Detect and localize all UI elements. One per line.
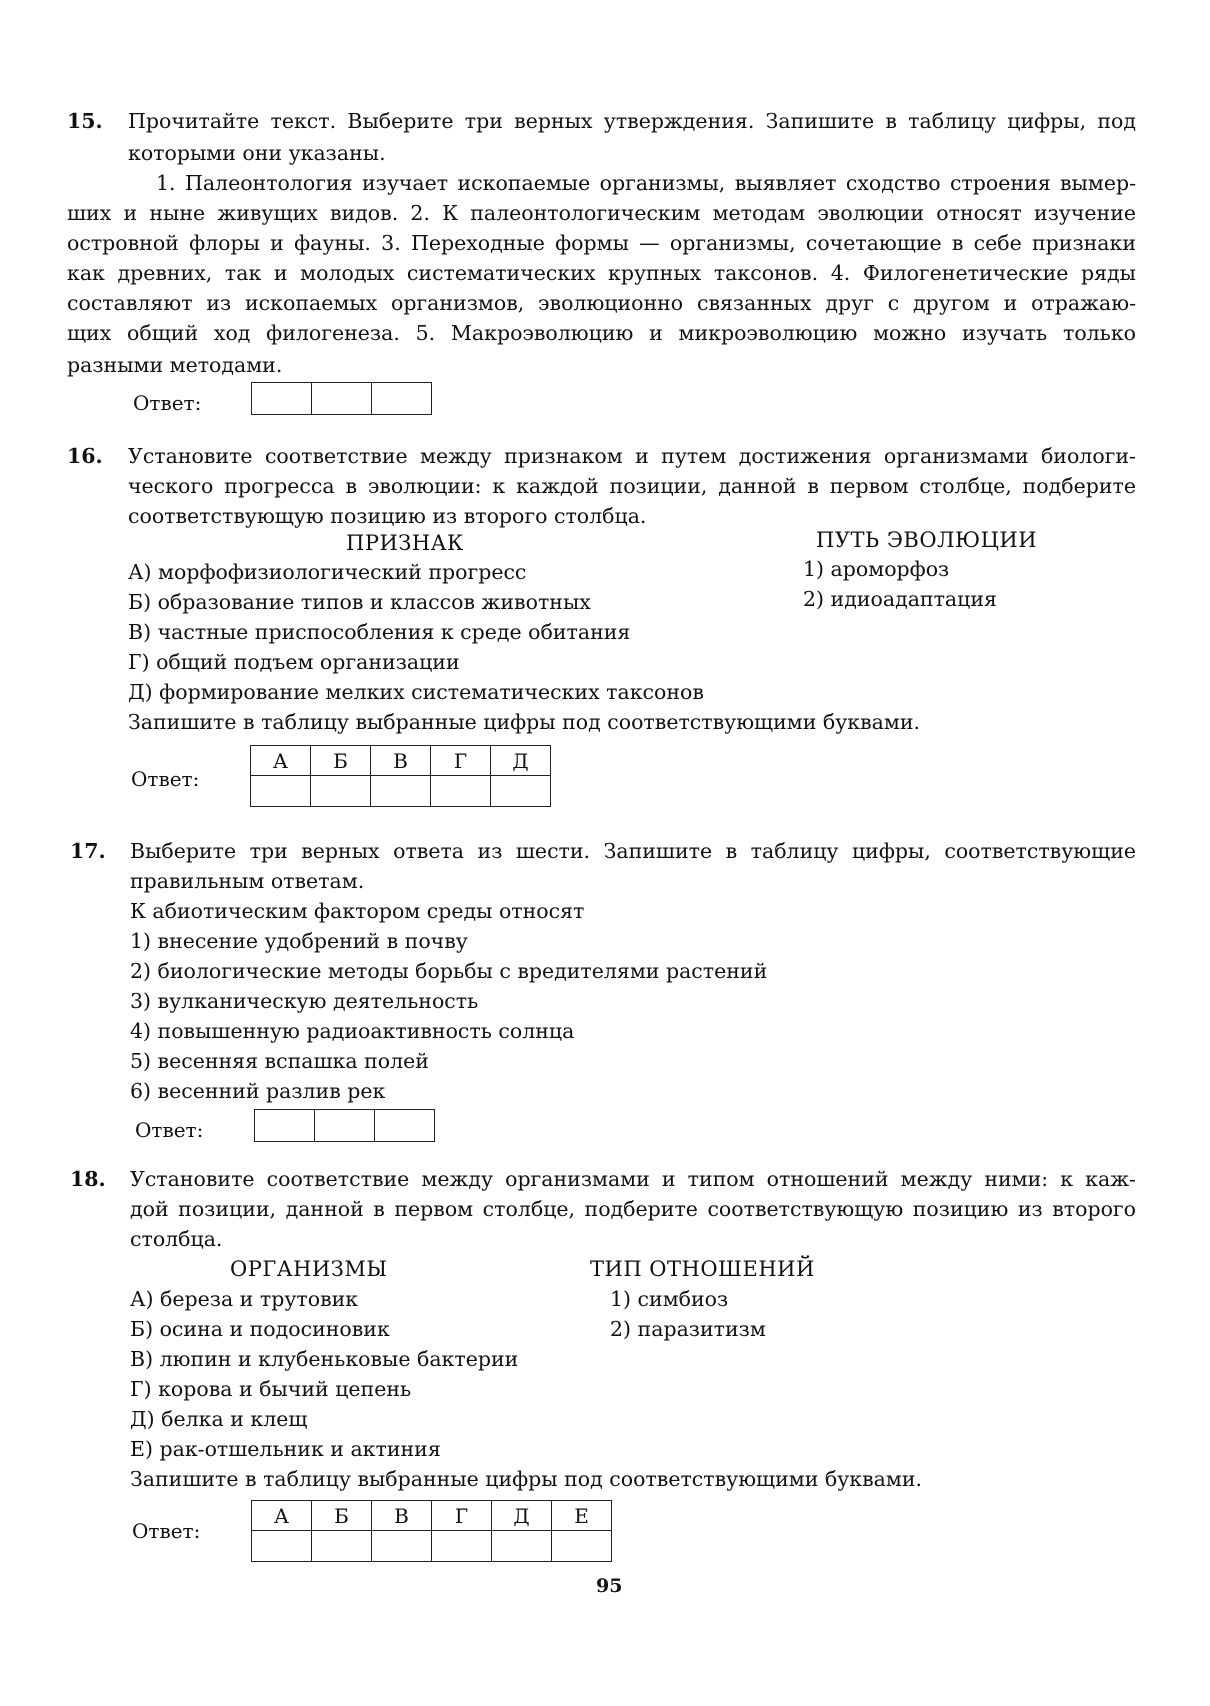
question-number: 18. <box>70 1167 106 1191</box>
column-header-right: ТИП ОТНОШЕНИЙ <box>590 1257 815 1281</box>
question-text-line: ческого прогресса в эволюции: к каждой позиции, данной в первом столбце, подберите <box>128 474 1136 498</box>
list-item: А) береза и трутовик <box>130 1287 359 1311</box>
question-number: 17. <box>70 839 106 863</box>
answer-cell[interactable] <box>431 776 491 807</box>
answer-cell[interactable] <box>312 383 372 415</box>
answer-cell[interactable] <box>255 1110 315 1142</box>
letter-header: Г <box>431 746 491 776</box>
list-item: Б) образование типов и классов животных <box>128 590 591 614</box>
question-text-line: Установите соответствие между организмами и типом отношений между ними: к каж- <box>130 1167 1136 1191</box>
answer-table <box>250 745 551 807</box>
answer-table <box>254 1109 435 1142</box>
passage-line: разными методами. <box>67 353 283 377</box>
letter-header: Д <box>491 746 551 776</box>
passage-line: ших и ныне живущих видов. 2. К палеонтологическим методам эволюции относят изучение <box>67 201 1136 225</box>
answer-cell[interactable] <box>371 776 431 807</box>
answer-label: Ответ: <box>132 1519 201 1543</box>
option-item: 1) внесение удобрений в почву <box>130 929 468 953</box>
column-header-left: ОРГАНИЗМЫ <box>230 1257 388 1281</box>
instruction: Запишите в таблицу выбранные цифры под соответствующими буквами. <box>128 710 921 734</box>
answer-cell[interactable] <box>251 776 311 807</box>
list-item: Г) общий подъем организации <box>128 650 460 674</box>
option-item: 4) повышенную радиоактивность солнца <box>130 1019 575 1043</box>
passage-line: составляют из ископаемых организмов, эволюционно связанных друг с другом и отражаю- <box>67 291 1136 315</box>
letter-header: В <box>372 1501 432 1531</box>
answer-label: Ответ: <box>135 1118 204 1142</box>
answer-cell[interactable] <box>552 1531 612 1562</box>
question-text-line: которыми они указаны. <box>128 141 386 165</box>
letter-header: В <box>371 746 431 776</box>
question-text-line: Выберите три верных ответа из шести. Запишите в таблицу цифры, соответствующие <box>130 839 1136 863</box>
list-item: 2) паразитизм <box>610 1317 766 1341</box>
answer-cell[interactable] <box>252 1531 312 1562</box>
answer-table <box>251 382 432 415</box>
list-item: Д) формирование мелких систематических таксонов <box>128 680 704 704</box>
answer-cell[interactable] <box>372 383 432 415</box>
column-header-left: ПРИЗНАК <box>346 531 464 555</box>
letter-header: Б <box>311 746 371 776</box>
passage-line: 1. Палеонтология изучает ископаемые организмы, выявляет сходство строения вымер- <box>156 171 1136 195</box>
answer-cell[interactable] <box>491 776 551 807</box>
question-text-line: дой позиции, данной в первом столбце, подберите соответствующую позицию из второго <box>130 1197 1136 1221</box>
list-item: В) частные приспособления к среде обитания <box>128 620 631 644</box>
option-item: 2) биологические методы борьбы с вредителями растений <box>130 959 768 983</box>
answer-cell[interactable] <box>311 776 371 807</box>
question-text-line: соответствующую позицию из второго столбца. <box>128 504 647 528</box>
option-item: 5) весенняя вспашка полей <box>130 1049 429 1073</box>
list-item: В) люпин и клубеньковые бактерии <box>130 1347 519 1371</box>
passage-line: как древних, так и молодых систематических крупных таксонов. 4. Филогенетические ряды <box>67 261 1136 285</box>
letter-header: А <box>251 746 311 776</box>
letter-header: Г <box>432 1501 492 1531</box>
list-item: 2) идиоадаптация <box>803 587 997 611</box>
answer-cell[interactable] <box>252 383 312 415</box>
column-header-right: ПУТЬ ЭВОЛЮЦИИ <box>816 528 1038 552</box>
letter-header: Е <box>552 1501 612 1531</box>
list-item: Д) белка и клещ <box>130 1407 308 1431</box>
answer-cell[interactable] <box>375 1110 435 1142</box>
page-number: 95 <box>596 1575 623 1597</box>
answer-label: Ответ: <box>131 767 200 791</box>
list-item: 1) ароморфоз <box>803 557 950 581</box>
question-number: 16. <box>67 444 103 468</box>
question-text-line: Установите соответствие между признаком и путем достижения организмами биологи- <box>128 444 1136 468</box>
question-stem: К абиотическим фактором среды относят <box>130 899 585 923</box>
answer-cell[interactable] <box>315 1110 375 1142</box>
passage-line: островной флоры и фауны. 3. Переходные формы — организмы, сочетающие в себе признаки <box>67 231 1136 255</box>
list-item: Е) рак-отшельник и актиния <box>130 1437 441 1461</box>
answer-cell[interactable] <box>372 1531 432 1562</box>
answer-cell[interactable] <box>492 1531 552 1562</box>
letter-header: Д <box>492 1501 552 1531</box>
option-item: 6) весенний разлив рек <box>130 1079 386 1103</box>
passage-line: щих общий ход филогенеза. 5. Макроэволюцию и микроэволюцию можно изучать только <box>67 321 1136 345</box>
question-text-line: Прочитайте текст. Выберите три верных утверждения. Запишите в таблицу цифры, под <box>128 109 1136 133</box>
list-item: Б) осина и подосиновик <box>130 1317 390 1341</box>
list-item: А) морфофизиологический прогресс <box>128 560 527 584</box>
letter-header: А <box>252 1501 312 1531</box>
letter-header: Б <box>312 1501 372 1531</box>
answer-cell[interactable] <box>312 1531 372 1562</box>
answer-label: Ответ: <box>133 391 202 415</box>
question-text-line: правильным ответам. <box>130 869 365 893</box>
question-text-line: столбца. <box>130 1227 223 1251</box>
option-item: 3) вулканическую деятельность <box>130 989 479 1013</box>
question-number: 15. <box>67 109 103 133</box>
answer-cell[interactable] <box>432 1531 492 1562</box>
answer-table <box>251 1500 612 1562</box>
list-item: 1) симбиоз <box>610 1287 729 1311</box>
instruction: Запишите в таблицу выбранные цифры под соответствующими буквами. <box>130 1467 923 1491</box>
list-item: Г) корова и бычий цепень <box>130 1377 412 1401</box>
